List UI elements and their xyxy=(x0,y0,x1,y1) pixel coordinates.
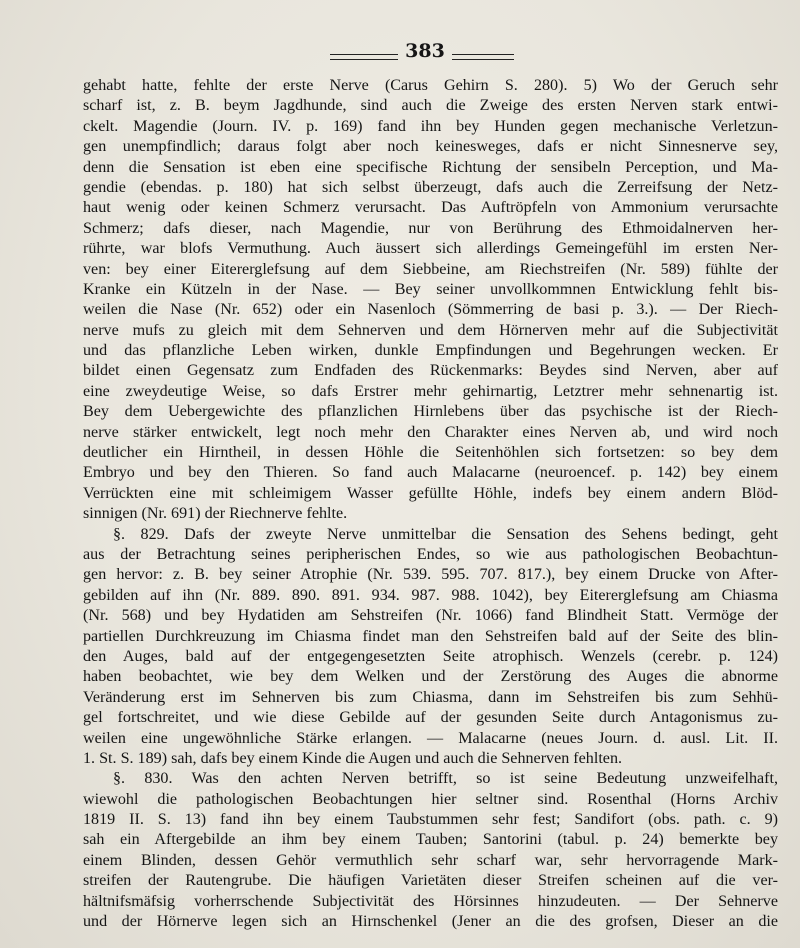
paragraph-end-line: sinnigen (Nr. 691) der Riechnerve fehlte. xyxy=(83,505,348,523)
text-line: aus der Betrachtung seines peripherischen Endes, so wie aus pathologischen Beobachtun- xyxy=(83,545,778,563)
text-line: hältnifsmäfsig vorherrschende Subjectivität des Hörsinnes hinzudeuten. — Der Sehnerve xyxy=(83,892,778,910)
text-line: 1819 II. S. 13) fand ihn bey einem Taubstummen sehr fest; Sandifort (obs. path. c. 9) xyxy=(83,811,778,829)
section-829-start: §. 829. Dafs der zweyte Nerve unmittelbar die Sensation des Sehens bedingt, geht xyxy=(113,525,778,543)
text-line: Kranke ein Kützeln in der Nase. — Bey seiner unvollkommnen Entwicklung fehlt bis- xyxy=(83,280,778,298)
text-line: Embryo und bey den Thieren. So fand auch Malacarne (neuroencef. p. 142) bey einem xyxy=(83,464,778,482)
text-line: streifen der Rautengrube. Die häufigen Varietäten dieser Streifen scheinen auf die ver- xyxy=(83,872,778,890)
page-number: 383 xyxy=(405,40,445,62)
text-line: wiewohl die pathologischen Beobachtungen hier seltner sind. Rosenthal (Horns Archiv xyxy=(83,790,778,808)
text-line: sah ein Aftergebilde an ihm bey einem Tauben; Santorini (tabul. p. 24) bemerkte bey xyxy=(83,831,778,849)
text-body xyxy=(83,76,778,932)
text-line: weilen die Nase (Nr. 652) oder ein Nasenloch (Sömmerring de basi p. 3.). — Der Riech- xyxy=(83,301,778,319)
page-header xyxy=(0,40,800,70)
text-line: denn die Sensation ist eben eine specifische Richtung der sensibeln Perception, und Ma- xyxy=(83,158,778,176)
header-rule-right xyxy=(452,54,514,60)
text-line: haben beobachtet, wie bey dem Welken und der Zerstörung des Auges die abnorme xyxy=(83,668,778,686)
text-line: gehabt hatte, fehlte der erste Nerve (Carus Gehirn S. 280). 5) Wo der Geruch sehr xyxy=(83,77,778,94)
text-line: einem Blinden, dessen Gehör vermuthlich sehr scharf war, sehr hervorragende Mark- xyxy=(83,851,778,869)
text-line: gen unempfindlich; daraus folgt aber noch keinesweges, dafs er nicht Sinnesnerve sey, xyxy=(83,138,778,156)
text-line: (Nr. 568) und bey Hydatiden am Sehstreifen (Nr. 1066) fand Blindheit Statt. Vermöge der xyxy=(83,607,778,625)
text-line: scharf ist, z. B. beym Jagdhunde, sind auch die Zweige des ersten Nerven stark entwi- xyxy=(83,97,778,115)
text-line: Bey dem Uebergewichte des pflanzlichen Hirnlebens über das psychische ist der Riech- xyxy=(83,403,778,421)
text-line: den Auges, bald auf der entgegengesetzten Seite atrophisch. Wenzels (cerebr. p. 124) xyxy=(83,647,778,665)
paragraph-end-line: 1. St. S. 189) sah, dafs bey einem Kinde die Augen und auch die Sehnerven fehlten. xyxy=(83,749,623,767)
text-line: und der Hörnerve legen sich an Hirnschenkel (Jener an die des grofsen, Dieser an die xyxy=(83,913,778,931)
header-rule-left xyxy=(330,54,398,60)
text-line: gel fortschreitet, und wie diese Gebilde auf der gesunden Seite durch Antagonismus zu- xyxy=(83,709,778,727)
text-line: gendie (ebendas. p. 180) hat sich selbst überzeugt, dafs auch die Zerreifsung der Netz- xyxy=(83,178,778,196)
text-line: ckelt. Magendie (Journ. IV. p. 169) fand ihn bey Hunden gegen mechanische Verletzun- xyxy=(83,117,778,135)
text-line: Verrückten eine mit schleimigem Wasser gefüllte Höhle, indefs bey einem andern Blöd- xyxy=(83,484,778,502)
text-line: gebilden auf ihn (Nr. 889. 890. 891. 934. 987. 988. 1042), bey Eitererglefsung am Chiasma xyxy=(83,586,778,604)
text-line: deutlicher ein Hirntheil, in dessen Höhle die Seitenhöhlen sich fortsetzen: so bey dem xyxy=(83,444,778,462)
text-line: Veränderung erst im Sehnerven bis zum Chiasma, dann im Sehstreifen bis zum Sehhü- xyxy=(83,688,778,706)
section-830-start: §. 830. Was den achten Nerven betrifft, so ist seine Bedeutung unzweifelhaft, xyxy=(113,770,778,788)
text-line: partiellen Durchkreuzung im Chiasma findet man den Sehstreifen bald auf der Seite des blin- xyxy=(83,627,778,645)
text-line: rührte, war blofs Vermuthung. Auch äussert sich allerdings Gemeingefühl im ersten Ner- xyxy=(83,240,778,258)
text-line: weilen eine ungewöhnliche Stärke erlangen. — Malacarne (neues Journ. d. ausl. Lit. II. xyxy=(83,729,778,747)
text-line: eine zweydeutige Weise, so dafs Erstrer mehr gehirnartig, Letztrer mehr sehnenartig ist. xyxy=(83,382,778,400)
text-line: nerve stärker entwickelt, legt noch mehr den Charakter eines Nerven ab, und wird noch xyxy=(83,423,778,441)
text-line: nerve mufs zu gleich mit dem Sehnerven und dem Hörnerven mehr auf die Subjectivität xyxy=(83,321,778,339)
text-line: ven: bey einer Eitererglefsung auf dem Siebbeine, am Riechstreifen (Nr. 589) fühlte der xyxy=(83,260,778,278)
text-line: und das pflanzliche Leben wirken, dunkle Empfindungen und Begehrungen wecken. Er xyxy=(83,342,778,360)
text-line: Schmerz; dafs dieser, nach Magendie, nur von Berührung des Ethmoidalnerven her- xyxy=(83,219,778,237)
text-line: gen hervor: z. B. bey seiner Atrophie (Nr. 539. 595. 707. 817.), bey einem Drucke von After- xyxy=(83,566,778,584)
text-line: bildet einen Gegensatz zum Endfaden des Rückenmarks: Beydes sind Nerven, aber auf xyxy=(83,362,778,380)
text-line: haut wenig oder keinen Schmerz verursacht. Das Auftröpfeln von Ammonium verursachte xyxy=(83,199,778,217)
